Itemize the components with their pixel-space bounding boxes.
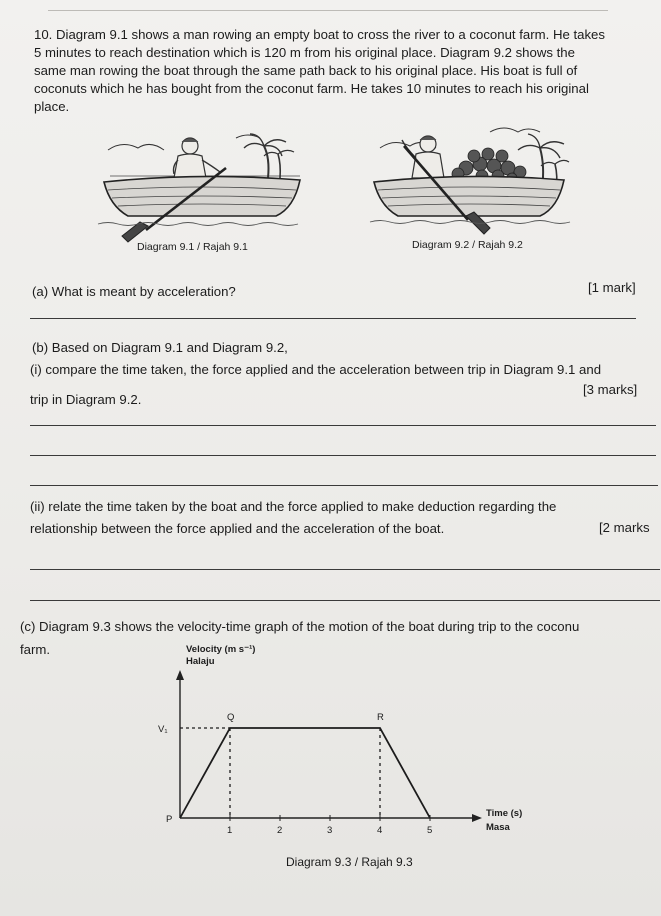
x-tick-label: 3 [327,825,333,836]
answer-line-b-ii-2[interactable] [30,600,660,601]
y-axis-label-malay: Halaju [186,656,215,667]
origin-label-p: P [166,814,173,825]
part-b-i-marks: [3 marks] [583,382,638,397]
intro-line-2: 5 minutes to reach destination which is 120 m from his original place. Diagram 9.2 shows the [34,45,575,60]
part-b-ii-marks: [2 marks [599,520,650,535]
part-b-i-line-2: trip in Diagram 9.2. [30,392,142,407]
intro-line-5: place. [34,99,70,114]
point-label-r: R [377,712,384,723]
point-label-q: Q [227,712,235,723]
answer-line-a[interactable] [30,318,636,319]
diagram-9-3-caption: Diagram 9.3 / Rajah 9.3 [286,855,413,869]
x-tick-label: 2 [277,825,283,836]
part-c-line-1: (c) Diagram 9.3 shows the velocity-time graph of the motion of the boat during trip to the coconu [20,619,580,634]
answer-line-b-ii-1[interactable] [30,569,660,570]
diagram-9-1-caption: Diagram 9.1 / Rajah 9.1 [137,241,248,253]
diagram-9-2-caption: Diagram 9.2 / Rajah 9.2 [412,239,523,251]
part-b-ii-line-2: relationship between the force applied and the acceleration of the boat. [30,521,445,536]
answer-line-b-i-1[interactable] [30,425,656,426]
part-b-intro: (b) Based on Diagram 9.1 and Diagram 9.2, [32,340,288,355]
answer-line-b-i-2[interactable] [30,455,656,456]
answer-line-b-i-3[interactable] [30,485,658,486]
intro-line-1: 10. Diagram 9.1 shows a man rowing an empty boat to cross the river to a coconut farm. He takes [34,27,605,42]
diagram-9-2-illustration [370,118,570,238]
x-axis-arrow [472,814,482,822]
y-tick-v1: V₁ [158,724,168,735]
velocity-series-line [180,728,430,818]
intro-line-4: coconuts which he has bought from the coconut farm. He takes 10 minutes to reach his original [34,81,589,96]
x-axis-label: Time (s) [486,808,523,819]
x-tick-label: 4 [377,825,383,836]
part-c-line-2: farm. [20,642,51,657]
y-axis-arrow [176,670,184,680]
intro-line-3: same man rowing the boat through the same path back to his original place. His boat is full of [34,63,578,78]
part-b-i-line-1: (i) compare the time taken, the force applied and the acceleration between trip in Diagram 9.1 and [30,362,602,377]
y-axis-label: Velocity (m s⁻¹) [186,644,256,655]
part-a-question: (a) What is meant by acceleration? [32,284,236,299]
part-b-ii-line-1: (ii) relate the time taken by the boat and the force applied to make deduction regarding the [30,499,557,514]
x-tick-label: 5 [427,825,433,836]
header-rule [48,10,608,11]
velocity-time-graph [150,640,550,840]
x-axis-label-malay: Masa [486,822,510,833]
diagram-9-1-illustration [98,128,303,238]
part-a-marks: [1 mark] [588,280,636,295]
x-tick-label: 1 [227,825,233,836]
